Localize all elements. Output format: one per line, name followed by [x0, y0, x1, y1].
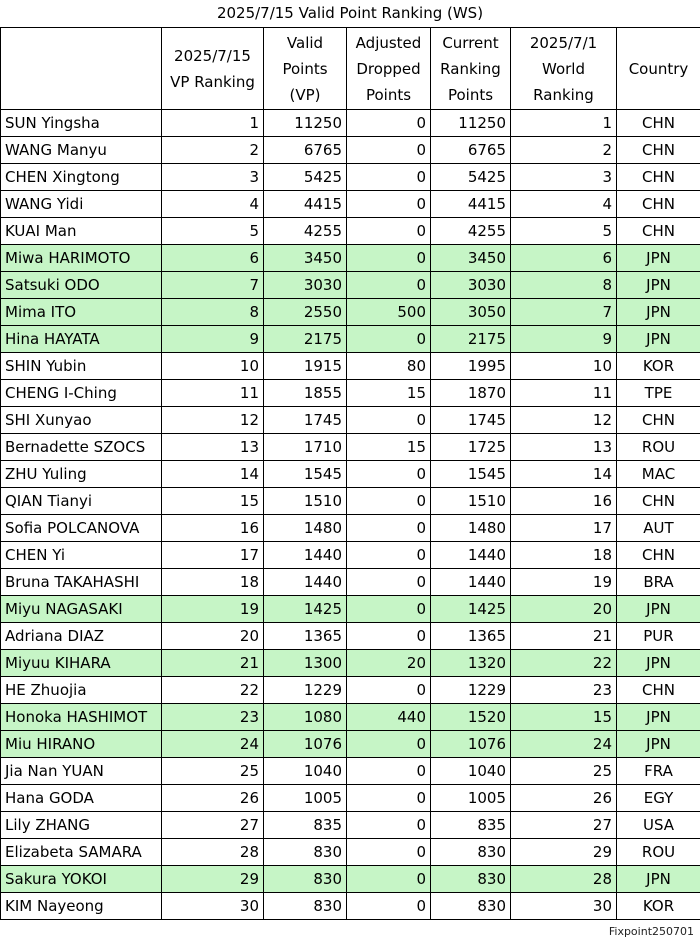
current-points-cell: 835 — [431, 812, 511, 839]
vp-ranking-cell: 19 — [162, 596, 264, 623]
vp-ranking-cell: 20 — [162, 623, 264, 650]
dropped-points-cell: 440 — [347, 704, 431, 731]
vp-ranking-cell: 16 — [162, 515, 264, 542]
valid-points-cell: 1440 — [264, 542, 347, 569]
player-name: WANG Yidi — [1, 191, 162, 218]
dropped-points-cell: 15 — [347, 380, 431, 407]
current-points-cell: 1440 — [431, 569, 511, 596]
player-name: Miyu NAGASAKI — [1, 596, 162, 623]
player-name: Jia Nan YUAN — [1, 758, 162, 785]
header-line: World — [542, 59, 585, 78]
vp-ranking-cell: 28 — [162, 839, 264, 866]
current-points-cell: 4255 — [431, 218, 511, 245]
dropped-points-cell: 0 — [347, 569, 431, 596]
vp-ranking-cell: 24 — [162, 731, 264, 758]
world-ranking-cell: 8 — [511, 272, 617, 299]
vp-ranking-cell: 22 — [162, 677, 264, 704]
valid-points-cell: 1440 — [264, 569, 347, 596]
valid-points-cell: 1076 — [264, 731, 347, 758]
table-row — [1, 137, 700, 164]
world-ranking-cell: 2 — [511, 137, 617, 164]
table-row — [1, 623, 700, 650]
world-ranking-cell: 16 — [511, 488, 617, 515]
valid-points-cell: 1480 — [264, 515, 347, 542]
country-cell: AUT — [617, 515, 700, 542]
table-row — [1, 407, 700, 434]
header-line: Country — [628, 59, 689, 78]
table-row — [1, 191, 700, 218]
current-points-cell: 3050 — [431, 299, 511, 326]
valid-points-cell: 6765 — [264, 137, 347, 164]
player-name: Hina HAYATA — [1, 326, 162, 353]
player-name: HE Zhuojia — [1, 677, 162, 704]
current-points-cell: 1040 — [431, 758, 511, 785]
header-line: Ranking — [440, 59, 501, 78]
country-cell: CHN — [617, 137, 700, 164]
country-cell: KOR — [617, 353, 700, 380]
table-row — [1, 461, 700, 488]
valid-points-cell: 1855 — [264, 380, 347, 407]
country-cell: CHN — [617, 488, 700, 515]
header-line: Valid — [286, 33, 324, 52]
world-ranking-cell: 1 — [511, 110, 617, 137]
header-line — [3, 56, 159, 82]
header-current-ranking-points — [431, 28, 511, 110]
country-cell: JPN — [617, 704, 700, 731]
player-name: Mima ITO — [1, 299, 162, 326]
vp-ranking-cell: 27 — [162, 812, 264, 839]
header-name — [1, 28, 162, 110]
world-ranking-cell: 9 — [511, 326, 617, 353]
valid-points-cell: 4255 — [264, 218, 347, 245]
world-ranking-cell: 18 — [511, 542, 617, 569]
world-ranking-cell: 22 — [511, 650, 617, 677]
dropped-points-cell: 0 — [347, 677, 431, 704]
world-ranking-cell: 11 — [511, 380, 617, 407]
valid-points-cell: 3450 — [264, 245, 347, 272]
table-row — [1, 434, 700, 461]
current-points-cell: 1745 — [431, 407, 511, 434]
dropped-points-cell: 0 — [347, 839, 431, 866]
world-ranking-cell: 21 — [511, 623, 617, 650]
current-points-cell: 1870 — [431, 380, 511, 407]
vp-ranking-cell: 1 — [162, 110, 264, 137]
dropped-points-cell: 0 — [347, 191, 431, 218]
current-points-cell: 4415 — [431, 191, 511, 218]
table-row — [1, 839, 700, 866]
world-ranking-cell: 12 — [511, 407, 617, 434]
ranking-table — [0, 27, 700, 920]
dropped-points-cell: 0 — [347, 272, 431, 299]
player-name: QIAN Tianyi — [1, 488, 162, 515]
current-points-cell: 1320 — [431, 650, 511, 677]
player-name: KUAI Man — [1, 218, 162, 245]
footer-note: Fixpoint250701 — [608, 925, 694, 938]
country-cell: KOR — [617, 893, 700, 920]
valid-points-cell: 1915 — [264, 353, 347, 380]
header-line: Points — [365, 85, 412, 104]
country-cell: JPN — [617, 245, 700, 272]
table-row — [1, 164, 700, 191]
player-name: WANG Manyu — [1, 137, 162, 164]
header-line: Ranking — [533, 85, 594, 104]
vp-ranking-cell: 8 — [162, 299, 264, 326]
country-cell: CHN — [617, 191, 700, 218]
header-line: VP Ranking — [170, 72, 255, 91]
player-name: KIM Nayeong — [1, 893, 162, 920]
player-name: Bruna TAKAHASHI — [1, 569, 162, 596]
vp-ranking-cell: 9 — [162, 326, 264, 353]
country-cell: JPN — [617, 272, 700, 299]
player-name: Honoka HASHIMOT — [1, 704, 162, 731]
header-valid-points — [264, 28, 347, 110]
dropped-points-cell: 0 — [347, 866, 431, 893]
dropped-points-cell: 0 — [347, 758, 431, 785]
world-ranking-cell: 15 — [511, 704, 617, 731]
player-name: Lily ZHANG — [1, 812, 162, 839]
valid-points-cell: 1229 — [264, 677, 347, 704]
world-ranking-cell: 29 — [511, 839, 617, 866]
table-row — [1, 488, 700, 515]
table-row — [1, 650, 700, 677]
valid-points-cell: 1710 — [264, 434, 347, 461]
country-cell: CHN — [617, 407, 700, 434]
current-points-cell: 1480 — [431, 515, 511, 542]
table-row — [1, 866, 700, 893]
country-cell: CHN — [617, 218, 700, 245]
header-line: 2025/7/1 — [529, 33, 598, 52]
page-title: 2025/7/15 Valid Point Ranking (WS) — [216, 4, 484, 22]
dropped-points-cell: 0 — [347, 407, 431, 434]
country-cell: JPN — [617, 326, 700, 353]
current-points-cell: 11250 — [431, 110, 511, 137]
header-line — [3, 82, 159, 108]
country-cell: JPN — [617, 650, 700, 677]
dropped-points-cell: 0 — [347, 893, 431, 920]
dropped-points-cell: 0 — [347, 785, 431, 812]
player-name: CHENG I-Ching — [1, 380, 162, 407]
valid-points-cell: 1365 — [264, 623, 347, 650]
player-name: Sakura YOKOI — [1, 866, 162, 893]
country-cell: CHN — [617, 164, 700, 191]
world-ranking-cell: 25 — [511, 758, 617, 785]
table-body — [1, 110, 700, 920]
dropped-points-cell: 0 — [347, 164, 431, 191]
vp-ranking-cell: 25 — [162, 758, 264, 785]
player-name: Miyuu KIHARA — [1, 650, 162, 677]
player-name: Satsuki ODO — [1, 272, 162, 299]
country-cell: BRA — [617, 569, 700, 596]
vp-ranking-cell: 7 — [162, 272, 264, 299]
player-name: Sofia POLCANOVA — [1, 515, 162, 542]
vp-ranking-cell: 4 — [162, 191, 264, 218]
world-ranking-cell: 3 — [511, 164, 617, 191]
dropped-points-cell: 500 — [347, 299, 431, 326]
table-row — [1, 569, 700, 596]
dropped-points-cell: 0 — [347, 515, 431, 542]
dropped-points-cell: 0 — [347, 542, 431, 569]
header-line: Current — [442, 33, 499, 52]
table-row — [1, 299, 700, 326]
vp-ranking-cell: 10 — [162, 353, 264, 380]
dropped-points-cell: 0 — [347, 596, 431, 623]
valid-points-cell: 1745 — [264, 407, 347, 434]
table-row — [1, 326, 700, 353]
table-row — [1, 515, 700, 542]
current-points-cell: 1076 — [431, 731, 511, 758]
dropped-points-cell: 0 — [347, 623, 431, 650]
player-name: Miu HIRANO — [1, 731, 162, 758]
country-cell: CHN — [617, 542, 700, 569]
table-row — [1, 731, 700, 758]
world-ranking-cell: 30 — [511, 893, 617, 920]
valid-points-cell: 4415 — [264, 191, 347, 218]
table-row — [1, 353, 700, 380]
vp-ranking-cell: 29 — [162, 866, 264, 893]
valid-points-cell: 5425 — [264, 164, 347, 191]
table-row — [1, 596, 700, 623]
header-line: (VP) — [289, 85, 321, 104]
valid-points-cell: 1545 — [264, 461, 347, 488]
world-ranking-cell: 23 — [511, 677, 617, 704]
country-cell: CHN — [617, 110, 700, 137]
dropped-points-cell: 0 — [347, 110, 431, 137]
header-line: Adjusted — [355, 33, 422, 52]
dropped-points-cell: 0 — [347, 326, 431, 353]
valid-points-cell: 830 — [264, 839, 347, 866]
country-cell: CHN — [617, 677, 700, 704]
valid-points-cell: 1425 — [264, 596, 347, 623]
header-row — [1, 28, 700, 110]
player-name: Adriana DIAZ — [1, 623, 162, 650]
country-cell: EGY — [617, 785, 700, 812]
dropped-points-cell: 0 — [347, 812, 431, 839]
current-points-cell: 1005 — [431, 785, 511, 812]
table-row — [1, 677, 700, 704]
header-adjusted-dropped-points — [347, 28, 431, 110]
valid-points-cell: 1080 — [264, 704, 347, 731]
dropped-points-cell: 0 — [347, 731, 431, 758]
valid-points-cell: 1005 — [264, 785, 347, 812]
country-cell: JPN — [617, 596, 700, 623]
vp-ranking-cell: 17 — [162, 542, 264, 569]
vp-ranking-cell: 14 — [162, 461, 264, 488]
country-cell: JPN — [617, 299, 700, 326]
world-ranking-cell: 24 — [511, 731, 617, 758]
player-name: ZHU Yuling — [1, 461, 162, 488]
table-row — [1, 785, 700, 812]
world-ranking-cell: 7 — [511, 299, 617, 326]
current-points-cell: 2175 — [431, 326, 511, 353]
country-cell: ROU — [617, 839, 700, 866]
world-ranking-cell: 14 — [511, 461, 617, 488]
world-ranking-cell: 5 — [511, 218, 617, 245]
vp-ranking-cell: 30 — [162, 893, 264, 920]
header-line: Points — [282, 59, 328, 78]
dropped-points-cell: 20 — [347, 650, 431, 677]
current-points-cell: 1229 — [431, 677, 511, 704]
header-world-ranking — [511, 28, 617, 110]
current-points-cell: 1365 — [431, 623, 511, 650]
world-ranking-cell: 6 — [511, 245, 617, 272]
world-ranking-cell: 13 — [511, 434, 617, 461]
player-name: CHEN Xingtong — [1, 164, 162, 191]
country-cell: TPE — [617, 380, 700, 407]
vp-ranking-cell: 5 — [162, 218, 264, 245]
table-row — [1, 110, 700, 137]
country-cell: PUR — [617, 623, 700, 650]
header-line — [3, 30, 159, 56]
current-points-cell: 1725 — [431, 434, 511, 461]
header-country — [617, 28, 700, 110]
valid-points-cell: 1300 — [264, 650, 347, 677]
vp-ranking-cell: 2 — [162, 137, 264, 164]
current-points-cell: 830 — [431, 893, 511, 920]
table-row — [1, 542, 700, 569]
table-row — [1, 704, 700, 731]
world-ranking-cell: 26 — [511, 785, 617, 812]
current-points-cell: 6765 — [431, 137, 511, 164]
vp-ranking-cell: 6 — [162, 245, 264, 272]
country-cell: JPN — [617, 731, 700, 758]
dropped-points-cell: 0 — [347, 137, 431, 164]
world-ranking-cell: 10 — [511, 353, 617, 380]
table-row — [1, 272, 700, 299]
vp-ranking-cell: 13 — [162, 434, 264, 461]
table-row — [1, 218, 700, 245]
world-ranking-cell: 4 — [511, 191, 617, 218]
current-points-cell: 1440 — [431, 542, 511, 569]
player-name: SHI Xunyao — [1, 407, 162, 434]
dropped-points-cell: 0 — [347, 218, 431, 245]
dropped-points-cell: 80 — [347, 353, 431, 380]
vp-ranking-cell: 23 — [162, 704, 264, 731]
dropped-points-cell: 15 — [347, 434, 431, 461]
world-ranking-cell: 28 — [511, 866, 617, 893]
valid-points-cell: 835 — [264, 812, 347, 839]
world-ranking-cell: 20 — [511, 596, 617, 623]
country-cell: USA — [617, 812, 700, 839]
dropped-points-cell: 0 — [347, 461, 431, 488]
player-name: SUN Yingsha — [1, 110, 162, 137]
current-points-cell: 830 — [431, 839, 511, 866]
world-ranking-cell: 27 — [511, 812, 617, 839]
vp-ranking-cell: 3 — [162, 164, 264, 191]
vp-ranking-cell: 21 — [162, 650, 264, 677]
valid-points-cell: 830 — [264, 893, 347, 920]
current-points-cell: 3450 — [431, 245, 511, 272]
valid-points-cell: 3030 — [264, 272, 347, 299]
table-row — [1, 812, 700, 839]
country-cell: MAC — [617, 461, 700, 488]
valid-points-cell: 1040 — [264, 758, 347, 785]
header-line: Dropped — [356, 59, 421, 78]
header-line: Points — [447, 85, 494, 104]
current-points-cell: 5425 — [431, 164, 511, 191]
world-ranking-cell: 19 — [511, 569, 617, 596]
player-name: Hana GODA — [1, 785, 162, 812]
player-name: CHEN Yi — [1, 542, 162, 569]
current-points-cell: 1520 — [431, 704, 511, 731]
country-cell: ROU — [617, 434, 700, 461]
vp-ranking-cell: 15 — [162, 488, 264, 515]
table-row — [1, 893, 700, 920]
current-points-cell: 1425 — [431, 596, 511, 623]
valid-points-cell: 11250 — [264, 110, 347, 137]
header-line: 2025/7/15 — [174, 46, 251, 65]
header-vp-ranking — [162, 28, 264, 110]
table-row — [1, 245, 700, 272]
current-points-cell: 830 — [431, 866, 511, 893]
valid-points-cell: 830 — [264, 866, 347, 893]
player-name: Miwa HARIMOTO — [1, 245, 162, 272]
country-cell: JPN — [617, 866, 700, 893]
world-ranking-cell: 17 — [511, 515, 617, 542]
valid-points-cell: 1510 — [264, 488, 347, 515]
country-cell: FRA — [617, 758, 700, 785]
valid-points-cell: 2550 — [264, 299, 347, 326]
current-points-cell: 1510 — [431, 488, 511, 515]
vp-ranking-cell: 12 — [162, 407, 264, 434]
valid-points-cell: 2175 — [264, 326, 347, 353]
current-points-cell: 1995 — [431, 353, 511, 380]
vp-ranking-cell: 18 — [162, 569, 264, 596]
vp-ranking-cell: 11 — [162, 380, 264, 407]
dropped-points-cell: 0 — [347, 488, 431, 515]
player-name: Bernadette SZOCS — [1, 434, 162, 461]
vp-ranking-cell: 26 — [162, 785, 264, 812]
current-points-cell: 1545 — [431, 461, 511, 488]
current-points-cell: 3030 — [431, 272, 511, 299]
player-name: Elizabeta SAMARA — [1, 839, 162, 866]
dropped-points-cell: 0 — [347, 245, 431, 272]
player-name: SHIN Yubin — [1, 353, 162, 380]
table-row — [1, 380, 700, 407]
table-row — [1, 758, 700, 785]
